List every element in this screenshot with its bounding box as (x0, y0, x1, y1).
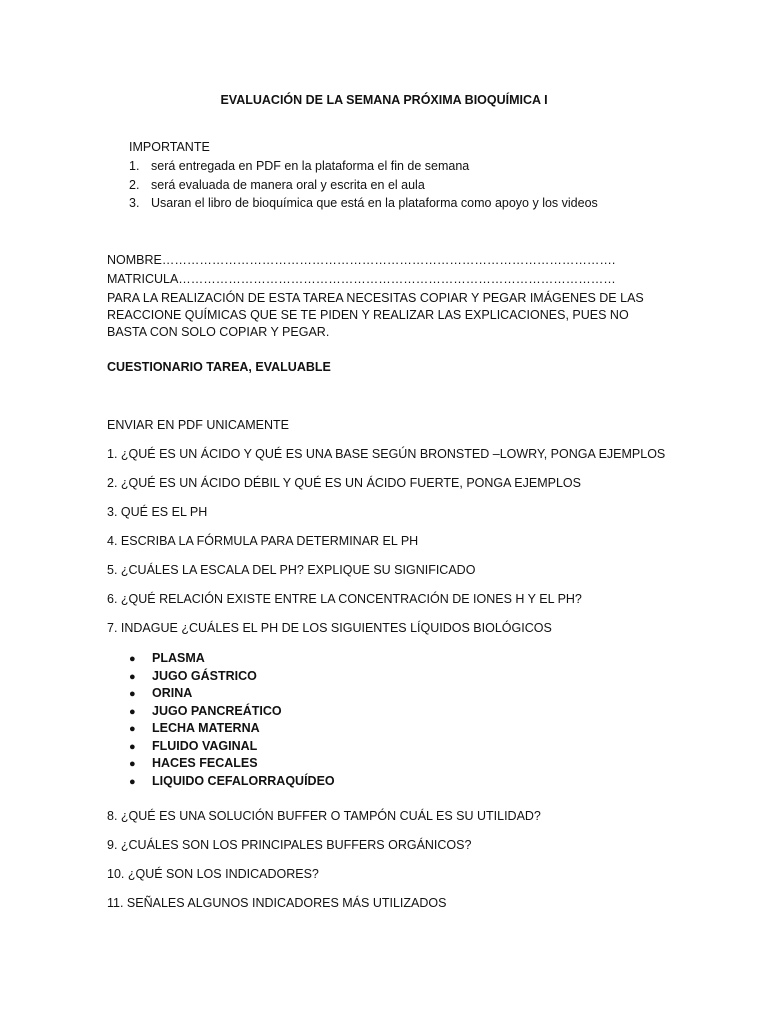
question-8: 8. ¿QUÉ ES UNA SOLUCIÓN BUFFER O TAMPÓN CUÁL ES SU UTILIDAD? (107, 809, 541, 823)
liquid-label: JUGO GÁSTRICO (152, 668, 257, 683)
name-field: NOMBRE………………………………………………………………………………………………. (107, 253, 616, 267)
item-number: 2. (129, 178, 140, 192)
bullet-icon: ● (129, 740, 136, 753)
list-item (129, 650, 335, 668)
bullet-icon: ● (129, 705, 136, 718)
important-item (129, 178, 425, 192)
bullet-icon: ● (129, 670, 136, 683)
item-text: Usaran el libro de bioquímica que está en la plataforma como apoyo y los videos (151, 196, 598, 210)
question-6: 6. ¿QUÉ RELACIÓN EXISTE ENTRE LA CONCENTRACIÓN DE IONES H Y EL PH? (107, 592, 582, 606)
section-heading: CUESTIONARIO TAREA, EVALUABLE (107, 360, 331, 374)
liquid-label: HACES FECALES (152, 756, 258, 770)
liquid-label: FLUIDO VAGINAL (152, 738, 258, 753)
liquids-list (129, 650, 335, 790)
liquid-label: LECHA MATERNA (152, 721, 260, 735)
list-item (129, 685, 335, 703)
list-item (129, 703, 335, 721)
list-item (129, 738, 335, 756)
bullet-icon: ● (129, 758, 136, 770)
list-item (129, 755, 335, 773)
question-11: 11. SEÑALES ALGUNOS INDICADORES MÁS UTILIZADOS (107, 896, 447, 910)
important-item (129, 159, 469, 173)
bullet-icon: ● (129, 723, 136, 735)
list-item (129, 668, 335, 686)
important-item (129, 196, 598, 210)
document-title: EVALUACIÓN DE LA SEMANA PRÓXIMA BIOQUÍMICA I (220, 93, 548, 107)
liquid-label: ORINA (152, 686, 193, 700)
item-number: 3. (129, 196, 140, 210)
question-1: 1. ¿QUÉ ES UN ÁCIDO Y QUÉ ES UNA BASE SEGÚN BRONSTED –LOWRY, PONGA EJEMPLOS (107, 447, 666, 461)
question-7: 7. INDAGUE ¿CUÁLES EL PH DE LOS SIGUIENTES LÍQUIDOS BIOLÓGICOS (107, 621, 552, 635)
bullet-icon: ● (129, 775, 136, 788)
matricula-field: MATRICULA…………………………………………………………………………………………… (107, 272, 616, 286)
question-10: 10. ¿QUÉ SON LOS INDICADORES? (107, 867, 319, 881)
item-text: será entregada en PDF en la plataforma el fin de semana (151, 159, 470, 173)
question-2: 2. ¿QUÉ ES UN ÁCIDO DÉBIL Y QUÉ ES UN ÁCIDO FUERTE, PONGA EJEMPLOS (107, 476, 581, 490)
question-5: 5. ¿CUÁLES LA ESCALA DEL PH? EXPLIQUE SU SIGNIFICADO (107, 563, 476, 577)
item-number: 1. (129, 159, 140, 173)
send-note: ENVIAR EN PDF UNICAMENTE (107, 418, 289, 432)
bullet-icon: ● (129, 653, 136, 665)
liquid-label: PLASMA (152, 651, 205, 665)
liquid-label: LIQUIDO CEFALORRAQUÍDEO (152, 773, 335, 788)
instructions-paragraph: PARA LA REALIZACIÓN DE ESTA TAREA NECESITAS COPIAR Y PEGAR IMÁGENES DE LAS REACCIONE QUÍMICAS QUE SE TE PIDEN Y REALIZAR LAS EXPLICACIONES, PUES NO BASTA CON SOLO COPIAR Y PEGAR. (107, 291, 644, 339)
question-4: 4. ESCRIBA LA FÓRMULA PARA DETERMINAR EL PH (107, 534, 419, 548)
question-9: 9. ¿CUÁLES SON LOS PRINCIPALES BUFFERS ORGÁNICOS? (107, 838, 472, 852)
bullet-icon: ● (129, 688, 136, 700)
list-item (129, 720, 335, 738)
item-text: será evaluada de manera oral y escrita en el aula (151, 178, 425, 192)
list-item (129, 773, 335, 791)
liquid-label: JUGO PANCREÁTICO (152, 703, 282, 718)
important-label: IMPORTANTE (129, 140, 210, 154)
question-3: 3. QUÉ ES EL PH (107, 505, 208, 519)
